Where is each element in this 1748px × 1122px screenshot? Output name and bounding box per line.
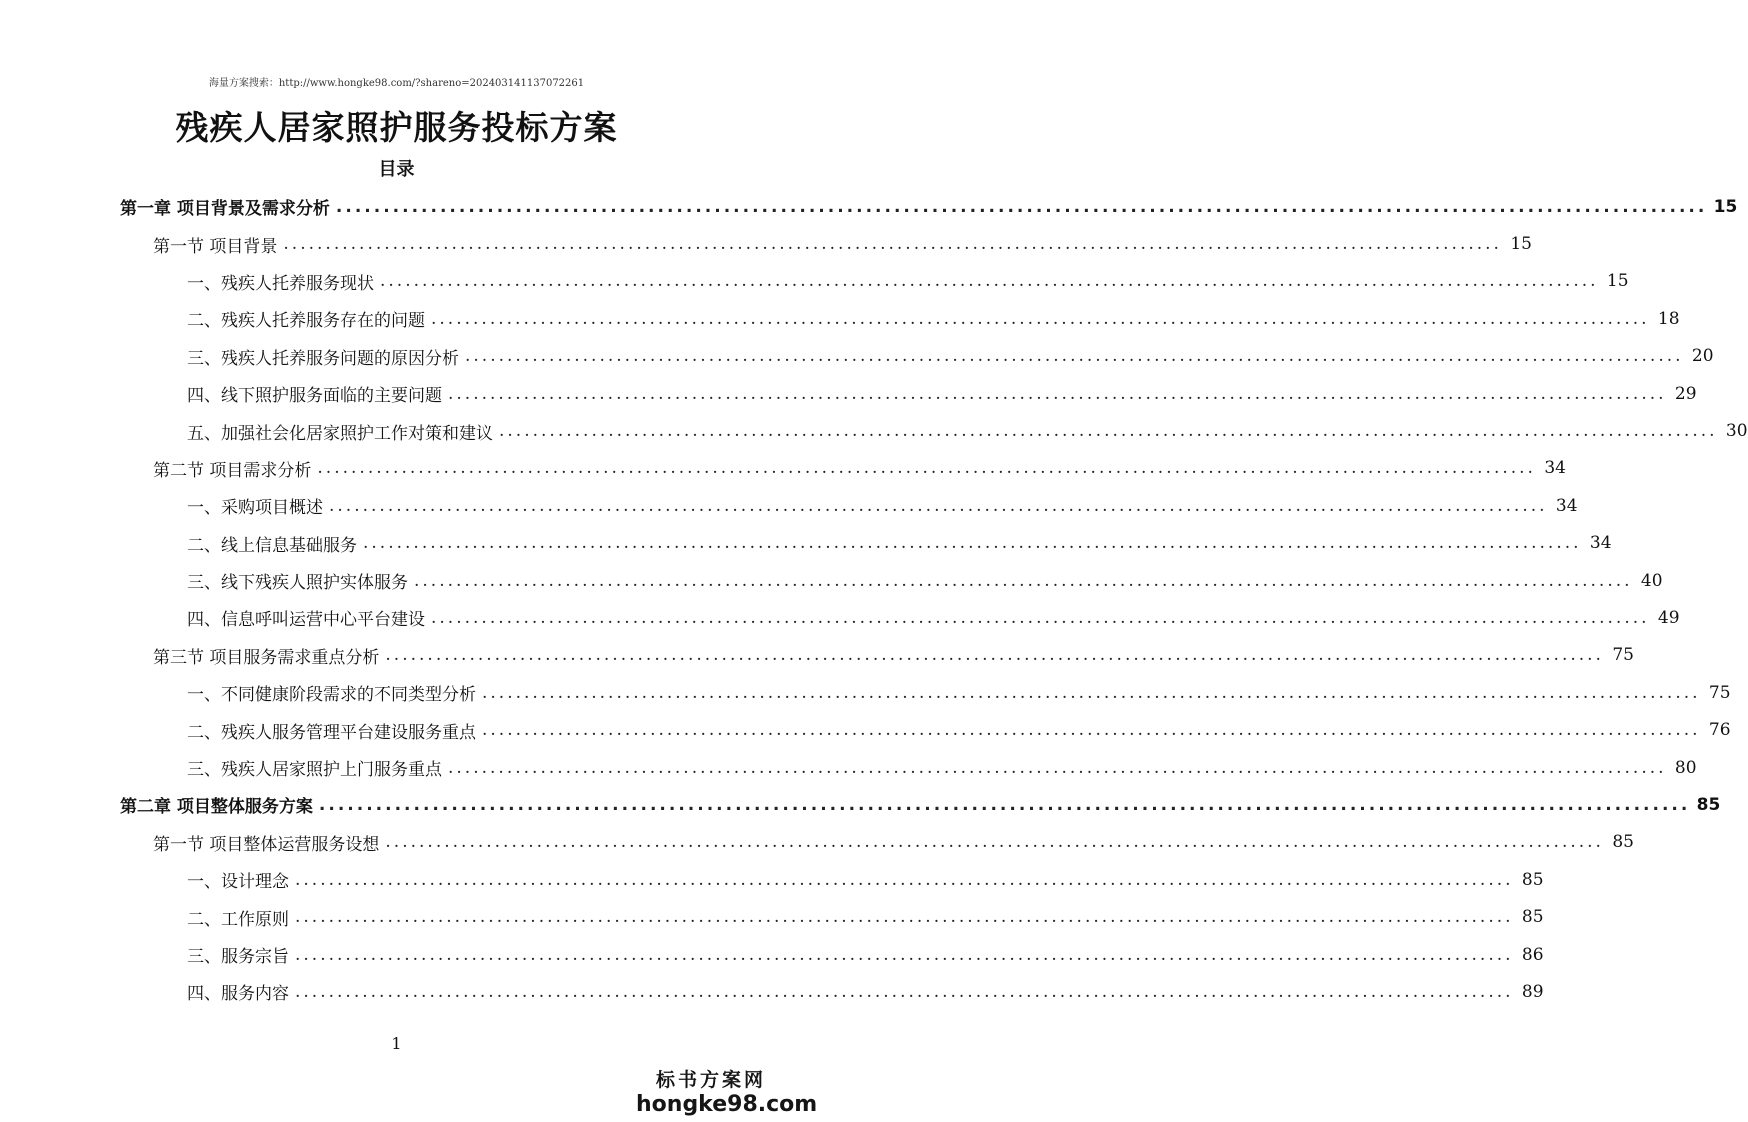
toc-entry-page: 15 (1606, 271, 1629, 292)
toc-leader-dots (329, 496, 1548, 516)
toc-entry[interactable] (0, 487, 1578, 524)
toc-entry-page: 34 (1555, 495, 1578, 516)
toc-entry[interactable] (0, 674, 1731, 711)
toc-leader-dots (295, 870, 1514, 890)
toc-entry[interactable] (0, 375, 1697, 412)
toc-entry-page: 49 (1657, 607, 1680, 628)
toc-entry[interactable] (0, 300, 1680, 337)
toc-entry-page: 80 (1674, 757, 1697, 778)
toc-entry-page: 85 (1696, 794, 1721, 815)
toc-entry[interactable] (0, 898, 1544, 935)
toc-entry-title: 第二章 项目整体服务方案 (120, 797, 313, 818)
document-title: 残疾人居家照护服务投标方案 (175, 108, 618, 147)
toc-entry-title: 四、线下照护服务面临的主要问题 (187, 386, 442, 407)
toc-entry-title: 第二节 项目需求分析 (153, 460, 312, 481)
toc-entry-page: 85 (1521, 907, 1544, 928)
toc-entry-title: 一、不同健康阶段需求的不同类型分析 (187, 685, 476, 706)
toc-entry-title: 一、采购项目概述 (187, 498, 323, 519)
toc-entry-page: 75 (1612, 645, 1634, 666)
toc-entry-title: 第一节 项目背景 (153, 236, 278, 257)
toc-entry-title: 三、残疾人托养服务问题的原因分析 (187, 348, 459, 369)
table-of-contents (0, 188, 1748, 1011)
toc-entry-title: 四、服务内容 (187, 984, 289, 1005)
toc-entry-title: 三、服务宗旨 (187, 947, 289, 967)
toc-leader-dots (482, 683, 1701, 703)
toc-entry[interactable] (0, 562, 1663, 599)
toc-entry-page: 34 (1589, 533, 1612, 554)
toc-entry-page: 89 (1521, 981, 1544, 1002)
toc-entry-page: 86 (1521, 944, 1544, 965)
toc-leader-dots (414, 571, 1633, 591)
toc-entry-page: 18 (1657, 308, 1680, 329)
toc-leader-dots (336, 197, 1707, 217)
toc-entry[interactable] (0, 338, 1714, 375)
toc-leader-dots (385, 645, 1604, 665)
toc-entry[interactable] (0, 225, 1532, 262)
toc-entry[interactable] (0, 973, 1544, 1010)
toc-entry[interactable] (0, 412, 1748, 449)
toc-heading: 目录 (378, 159, 415, 180)
toc-entry[interactable] (0, 637, 1634, 674)
toc-leader-dots (295, 907, 1514, 927)
toc-entry-page: 76 (1708, 720, 1731, 741)
toc-entry-title: 三、残疾人居家照护上门服务重点 (187, 760, 442, 781)
toc-entry-title: 三、线下残疾人照护实体服务 (187, 573, 408, 594)
toc-entry-title: 第三节 项目服务需求重点分析 (153, 647, 380, 668)
toc-entry[interactable] (0, 599, 1680, 636)
toc-entry-title: 第一节 项目整体运营服务设想 (153, 834, 380, 855)
toc-leader-dots (431, 309, 1650, 329)
toc-entry[interactable] (0, 936, 1544, 973)
toc-entry[interactable] (0, 263, 1629, 300)
toc-entry-title: 二、工作原则 (187, 909, 289, 930)
toc-entry[interactable] (0, 711, 1731, 748)
toc-entry-page: 85 (1612, 832, 1634, 853)
toc-entry-page: 34 (1544, 458, 1566, 479)
toc-entry[interactable] (0, 786, 1721, 823)
watermark-en-text: hongke98.com (636, 1092, 818, 1117)
toc-entry-title: 四、信息呼叫运营中心平台建设 (187, 610, 425, 631)
toc-entry[interactable] (0, 525, 1612, 562)
toc-leader-dots (295, 982, 1514, 1002)
toc-entry-title: 一、残疾人托养服务现状 (187, 273, 374, 294)
toc-entry-title: 二、线上信息基础服务 (187, 535, 357, 556)
toc-entry-title: 第一章 项目背景及需求分析 (120, 199, 330, 220)
toc-entry[interactable] (0, 749, 1697, 786)
toc-leader-dots (482, 720, 1701, 740)
toc-entry-page: 20 (1691, 346, 1714, 367)
toc-entry-page: 29 (1674, 383, 1697, 404)
toc-leader-dots (431, 608, 1650, 628)
toc-leader-dots (317, 458, 1536, 478)
toc-entry-page: 15 (1713, 196, 1738, 217)
toc-entry-page: 40 (1640, 570, 1663, 591)
toc-leader-dots (448, 384, 1667, 404)
watermark-logo (636, 1068, 818, 1118)
toc-leader-dots (295, 945, 1514, 965)
toc-entry-page: 75 (1708, 682, 1731, 703)
toc-entry[interactable] (0, 861, 1544, 898)
header-note: 海量方案搜索：http://www.hongke98.com/?shareno=202403141137072261 (208, 78, 585, 89)
toc-leader-dots (465, 346, 1684, 366)
toc-leader-dots (380, 271, 1599, 291)
toc-entry-title: 二、残疾人托养服务存在的问题 (187, 311, 425, 332)
toc-entry-title: 一、设计理念 (187, 872, 289, 893)
toc-entry-page: 15 (1510, 234, 1532, 255)
page-number: 1 (391, 1034, 402, 1053)
toc-entry[interactable] (0, 450, 1566, 487)
toc-leader-dots (448, 758, 1667, 778)
toc-entry-title: 五、加强社会化居家照护工作对策和建议 (187, 423, 493, 444)
toc-leader-dots (385, 832, 1604, 852)
toc-leader-dots (363, 533, 1582, 553)
toc-entry-page: 30 (1725, 421, 1748, 442)
toc-entry-page: 85 (1521, 869, 1544, 890)
toc-leader-dots (283, 234, 1502, 254)
toc-leader-dots (319, 795, 1690, 815)
toc-leader-dots (499, 421, 1718, 441)
toc-entry-title: 二、残疾人服务管理平台建设服务重点 (187, 722, 476, 743)
toc-entry[interactable] (0, 188, 1738, 225)
watermark-cn-text: 标书方案网 (655, 1069, 766, 1091)
toc-entry[interactable] (0, 824, 1634, 861)
